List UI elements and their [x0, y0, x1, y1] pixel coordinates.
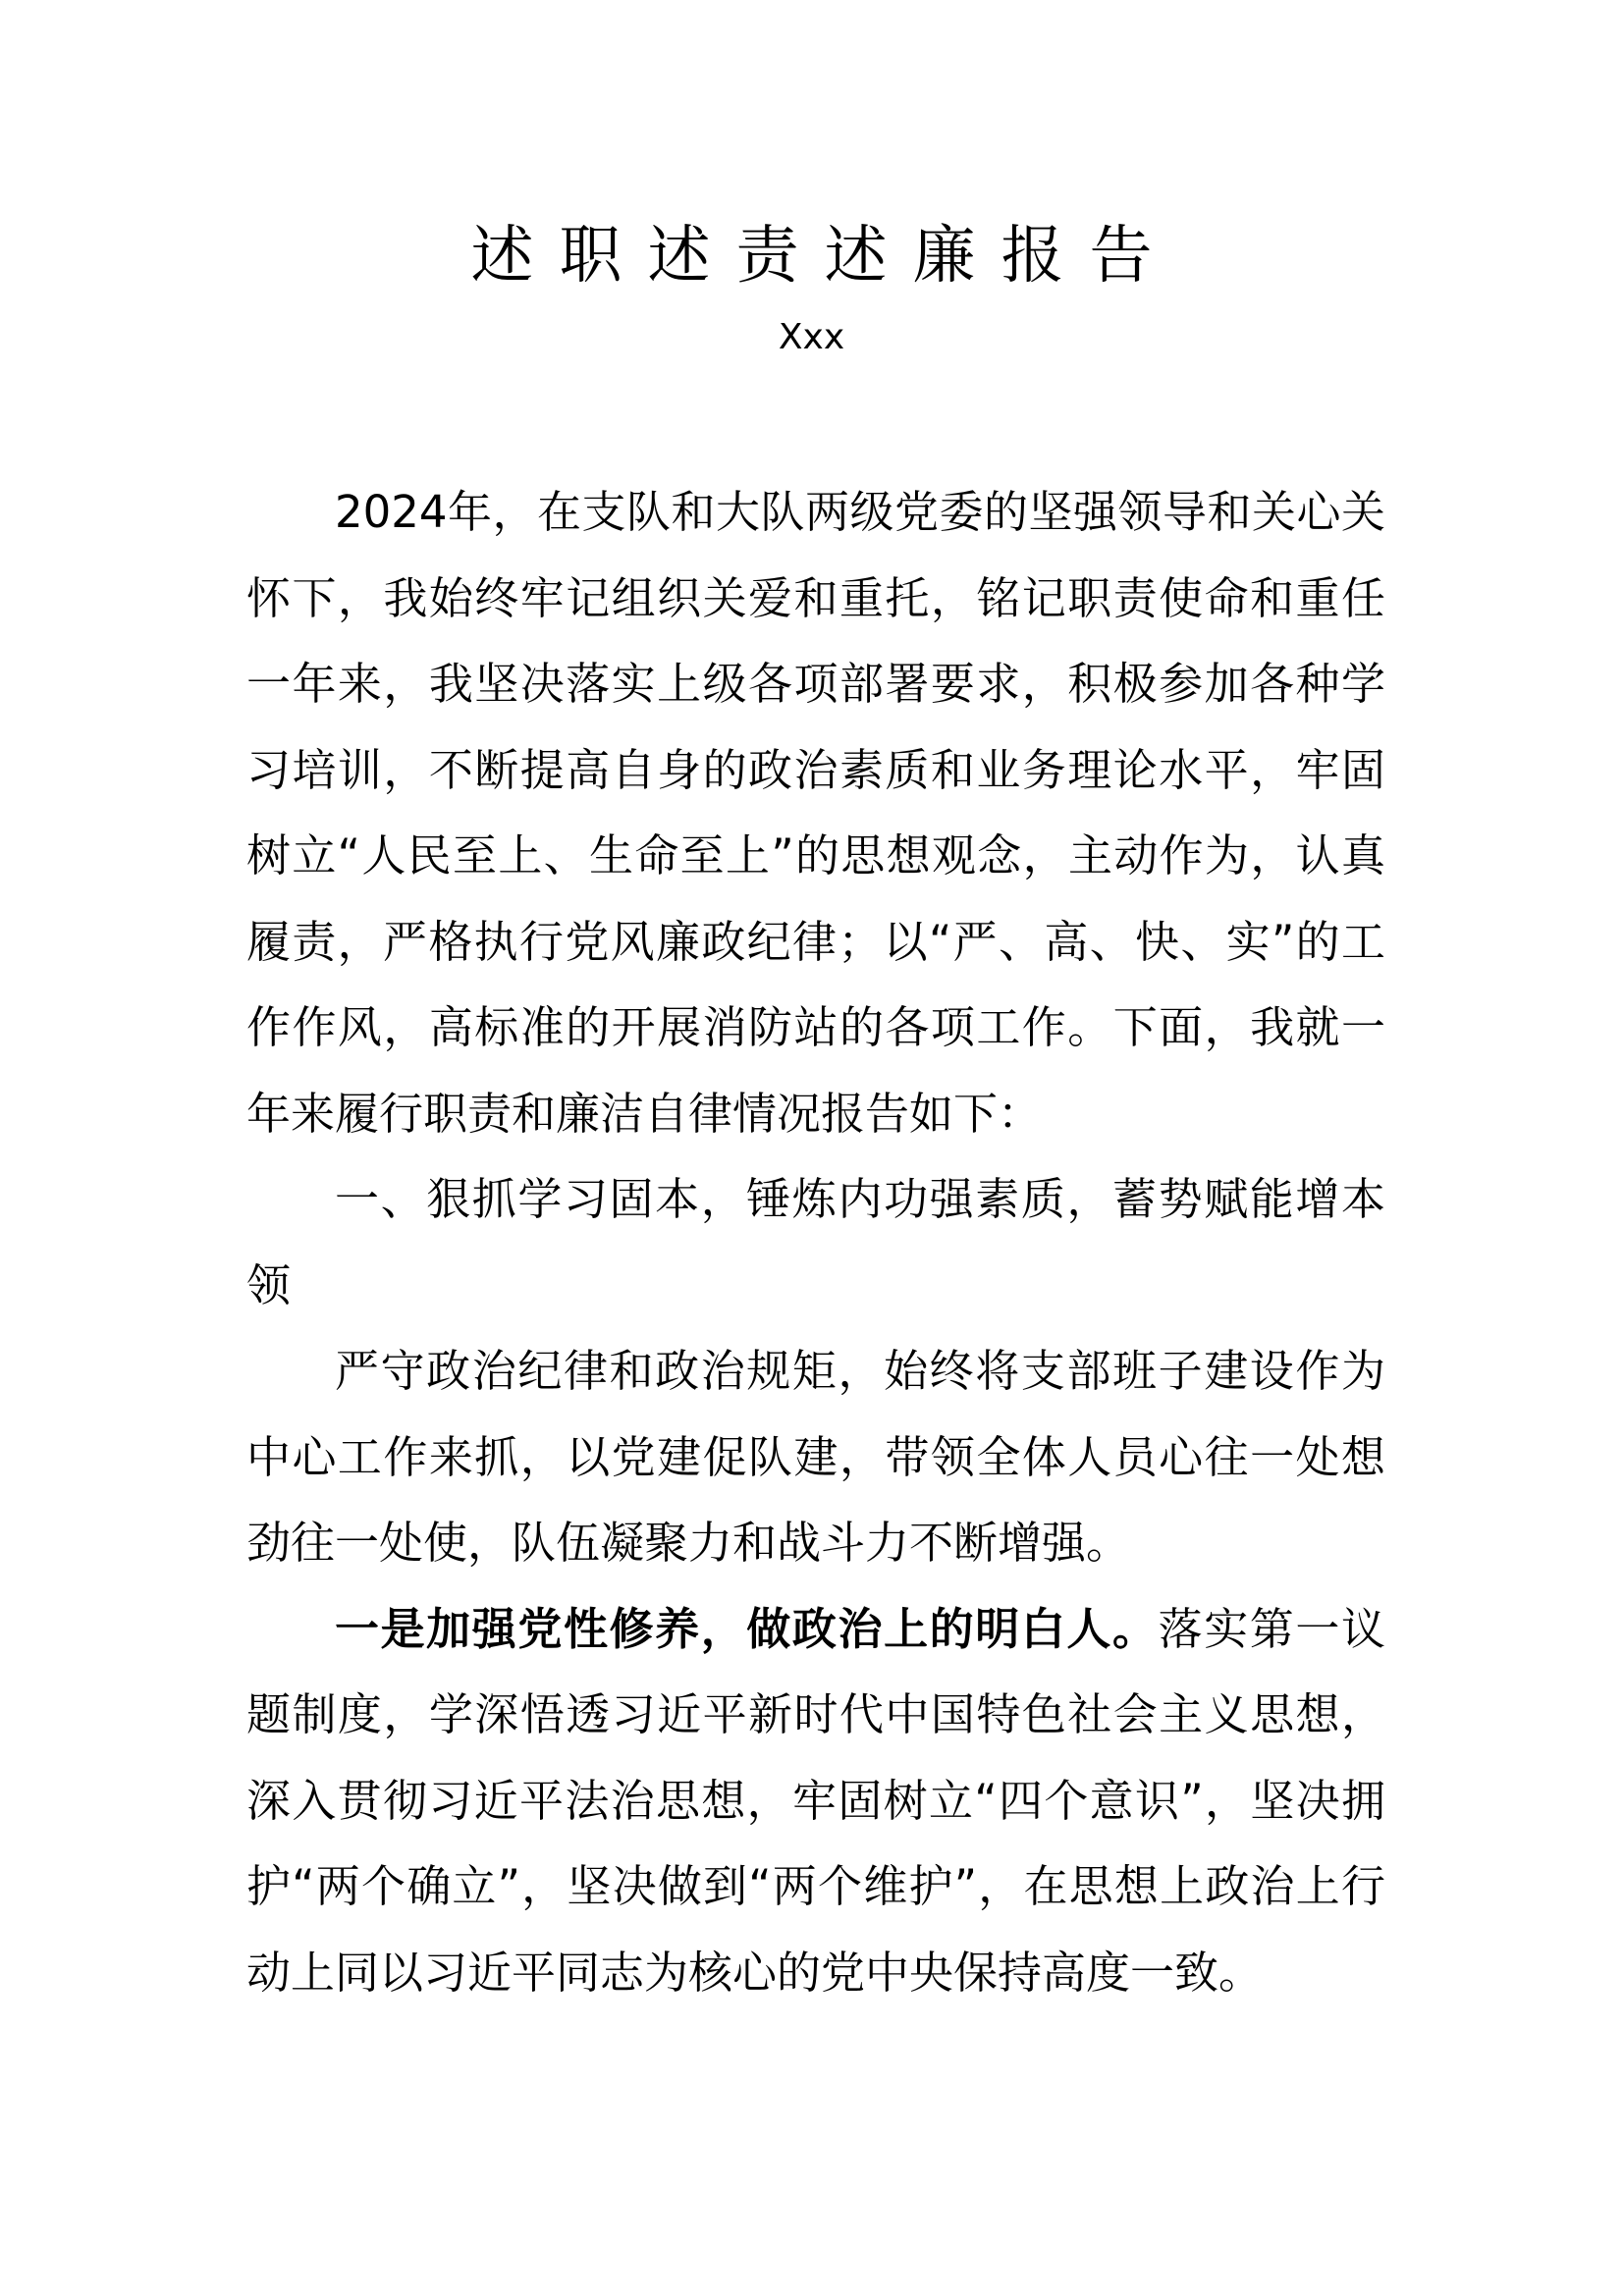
- document-body: [246, 469, 1385, 2015]
- paragraph-party-spirit-text: 落实第一议题制度，学深悟透习近平新时代中国特色社会主义思想，深入贯彻习近平法治思想，牢固树立“四个意识”，坚决拥护“两个确立”，坚决做到“两个维护”，在思想上政治上行动上同以习近平同志为核心的党中央保持高度一致。: [246, 1602, 1385, 1999]
- section-heading-one: 一、狠抓学习固本，锤炼内功强素质，蓄势赋能增本领: [246, 1173, 1385, 1311]
- paragraph-party-spirit: [246, 1586, 1385, 2016]
- paragraph-intro: 2024年，在支队和大队两级党委的坚强领导和关心关怀下，我始终牢记组织关爱和重托，铭记职责使命和重任一年来，我坚决落实上级各项部署要求，积极参加各种学习培训，不断提高自身的政治素质和业务理论水平，牢固树立“人民至上、生命至上”的思想观念，主动作为，认真履责，严格执行党风廉政纪律；以“严、高、快、实”的工作作风，高标准的开展消防站的各项工作。下面，我就一年来履行职责和廉洁自律情况报告如下：: [246, 486, 1385, 1140]
- paragraph-lead-bold: 一是加强党性修养，做政治上的明白人。: [335, 1602, 1159, 1655]
- document-title: 述职述责述廉报告: [470, 220, 1178, 293]
- document-author: Xxx: [778, 317, 845, 357]
- paragraph-discipline: 严守政治纪律和政治规矩，始终将支部班子建设作为中心工作来抓，以党建促队建，带领全体人员心往一处想劲往一处使，队伍凝聚力和战斗力不断增强。: [246, 1345, 1385, 1569]
